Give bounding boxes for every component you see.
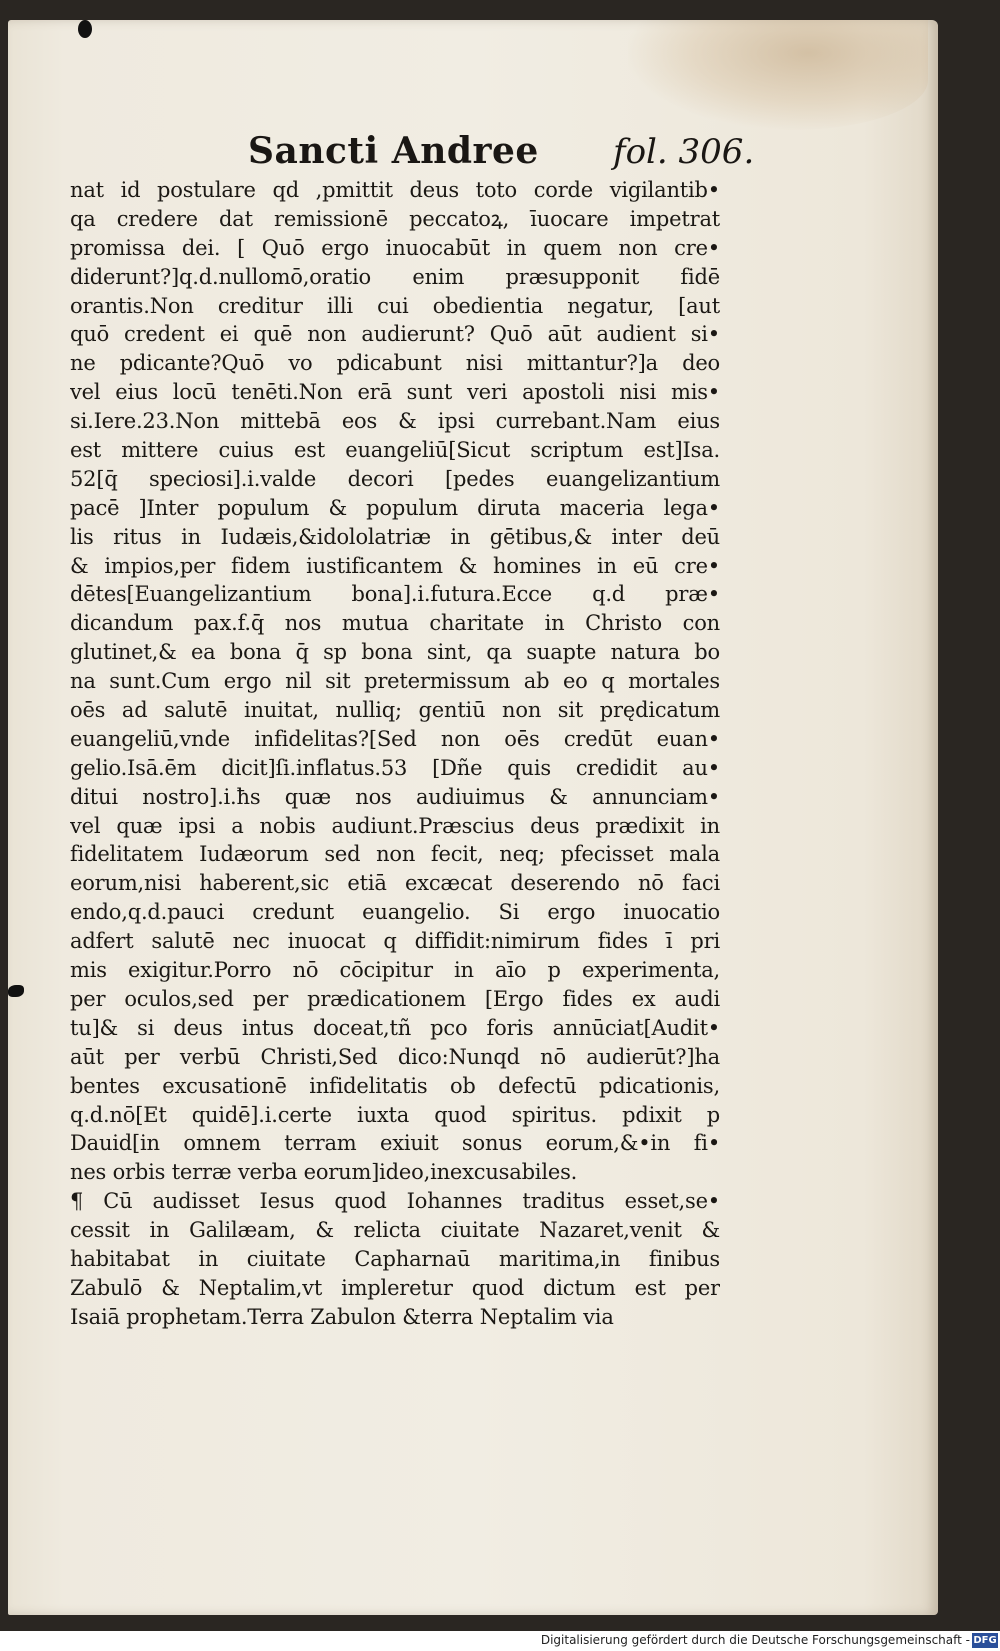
text-line: na sunt.Cum ergo nil sit pretermissum ab eo q mortales <box>70 669 720 694</box>
text-line: eorum,nisi haberent,sic etiā excæcat deserendo nō faci <box>70 871 720 896</box>
text-line: bentes excusationē infidelitatis ob defectū pdicationis, <box>70 1073 720 1098</box>
folio-number: fol. 306. <box>613 132 755 172</box>
text-line: 52[q̄ speciosi].i.valde decori [pedes euangelizantium <box>70 466 720 491</box>
text-line: est mittere cuius est euangeliū[Sicut scriptum est]Isa. <box>70 438 720 463</box>
text-line: ne pdicante?Quō vo pdicabunt nisi mittantur?]a deo <box>70 351 720 376</box>
dfg-logo: DFG <box>973 1635 997 1646</box>
text-line: adfert salutē nec inuocat q diffidit:nimirum fides ī pri <box>70 929 720 954</box>
body-text <box>70 176 720 1332</box>
text-line: endo,q.d.pauci credunt euangelio. Si ergo inuocatio <box>70 900 720 925</box>
ink-blot <box>78 20 92 38</box>
text-line: qa credere dat remissionē peccatoꝝ, īuocare impetrat <box>70 206 720 231</box>
text-line: oēs ad salutē inuitat, nulliq; gentiū non sit prędicatum <box>70 698 720 723</box>
text-line: gelio.Isā.ēm dicit]ſi.inflatus.53 [Dñe quis credidit au• <box>70 755 720 780</box>
text-line: quō credent ei quē non audierunt? Quō aūt audient si• <box>70 322 720 347</box>
text-line: dētes[Euangelizantium bona].i.futura.Ecce q.d præ• <box>70 582 720 607</box>
water-stain <box>628 20 928 130</box>
text-line: nes orbis terræ verba eorum]ideo,inexcusabiles. <box>70 1160 578 1185</box>
text-line: orantis.Non creditur illi cui obedientia negatur, [aut <box>70 293 720 318</box>
text-line: ditui nostro].i.ħs quæ nos audiuimus & annunciam• <box>70 784 720 809</box>
text-line: fidelitatem Iudæorum sed non fecit, neq; pfecisset mala <box>70 842 720 867</box>
funding-credit: Digitalisierung gefördert durch die Deutsche Forschungsgemeinschaft - <box>540 1633 970 1647</box>
text-line: euangeliū,vnde infidelitas?[Sed non oēs credūt euan• <box>70 726 720 751</box>
text-line: cessit in Galilæam, & relicta ciuitate Nazaret,venit & <box>70 1218 720 1243</box>
text-line: & impios,per fidem iustificantem & homines in eū cre• <box>70 553 720 578</box>
text-line: si.Iere.23.Non mittebā eos & ipsi currebant.Nam eius <box>70 409 720 434</box>
text-line: tu]& si deus intus doceat,tñ pco foris annūciat[Audit• <box>70 1015 720 1040</box>
text-line: ¶ Cū audisset Iesus quod Iohannes traditus esset,se• <box>70 1189 720 1214</box>
text-line: aūt per verbū Christi,Sed dico:Nunqd nō audierūt?]ha <box>70 1044 720 1069</box>
text-line: diderunt?]q.d.nullomō,oratio enim præsupponit fidē <box>70 264 720 289</box>
text-line: mis exigitur.Porro nō cōcipitur in aīo p experimenta, <box>70 958 720 983</box>
margin-mark <box>8 985 24 997</box>
text-line: lis ritus in Iudæis,&idololatriæ in gētibus,& inter deū <box>70 524 720 549</box>
text-line: vel quæ ipsi a nobis audiunt.Præscius deus prædixit in <box>70 813 720 838</box>
text-line: dicandum pax.f.q̄ nos mutua charitate in Christo con <box>70 611 720 636</box>
text-line: Zabulō & Neptalim,vt impleretur quod dictum est per <box>70 1275 720 1300</box>
text-line: habitabat in ciuitate Capharnaū maritima,in finibus <box>70 1246 720 1271</box>
text-line: nat id postulare qd ,pmittit deus toto corde vigilantib• <box>70 178 720 202</box>
digitization-footer <box>0 1631 1000 1651</box>
text-line: Dauid[in omnem terram exiuit sonus eorum,&•in fi• <box>70 1131 720 1156</box>
text-line: q.d.nō[Et quidē].i.certe iuxta quod spiritus. pdixit p <box>70 1102 720 1127</box>
text-line: Isaiā prophetam.Terra Zabulon &terra Neptalim via <box>70 1304 614 1329</box>
running-title: Sancti Andree <box>248 130 539 172</box>
text-line: vel eius locū tenēti.Non erā sunt veri apostoli nisi mis• <box>70 380 720 405</box>
text-line: per oculos,sed per prædicationem [Ergo fides ex audi <box>70 986 720 1011</box>
text-line: promissa dei. [ Quō ergo inuocabūt in quem non cre• <box>70 235 720 260</box>
text-line: glutinet,& ea bona q̄ sp bona sint, qa suapte natura bo <box>70 640 720 665</box>
book-page <box>8 20 938 1615</box>
text-line: pacē ]Inter populum & populum diruta maceria lega• <box>70 495 720 520</box>
